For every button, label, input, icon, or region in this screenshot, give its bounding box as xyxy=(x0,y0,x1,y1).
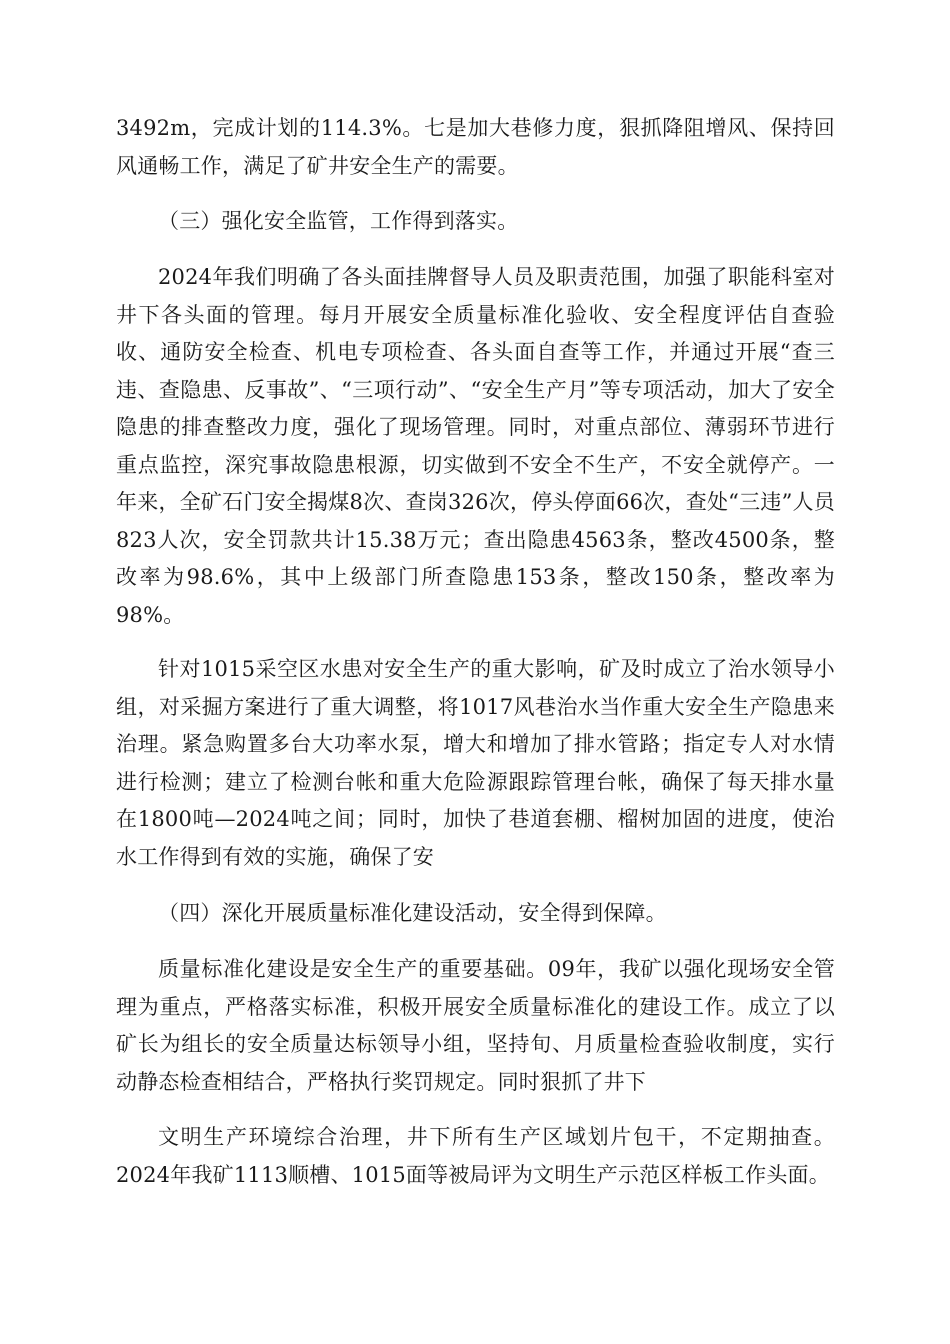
section-heading-4: （四）深化开展质量标准化建设活动，安全得到保障。 xyxy=(158,901,667,925)
body-paragraph-safety-supervision: 2024年我们明确了各头面挂牌督导人员及职责范围，加强了职能科室对井下各头面的管理。每月开展安全质量标准化验收、安全程度评估自查验收、通防安全检查、机电专项检查、各头面自查等工作，并通过开展“查三违、查隐患、反事故”、“三项行动”、“安全生产月”等专项活动，加大了安全隐患的排查整改力度，强化了现场管理。同时，对重点部位、薄弱环节进行重点监控，深究事故隐患根源，切实做到不安全不生产，不安全就停产。一年来，全矿石门安全揭煤8次、查岗326次，停头停面66次，查处“三违”人员823人次，安全罚款共计15.38万元；查出隐患4563条，整改4500条，整改率为98.6%，其中上级部门所查隐患153条，整改150条，整改率为98%。 xyxy=(116,265,835,627)
body-paragraph-continuation: 3492m，完成计划的114.3%。七是加大巷修力度，狠抓降阻增风、保持回风通畅工作，满足了矿井安全生产的需要。 xyxy=(116,116,835,178)
body-paragraph-water-control: 针对1015采空区水患对安全生产的重大影响，矿及时成立了治水领导小组，对采掘方案进行了重大调整，将1017风巷治水当作重大安全生产隐患来治理。紧急购置多台大功率水泵，增大和增加了排水管路；指定专人对水情进行检测；建立了检测台帐和重大危险源跟踪管理台帐，确保了每天排水量在1800吨—2024吨之间；同时，加快了巷道套棚、榴树加固的进度，使治水工作得到有效的实施，确保了安 xyxy=(116,657,835,869)
body-paragraph-civilized-production: 文明生产环境综合治理，井下所有生产区域划片包干，不定期抽查。2024年我矿1113顺槽、1015面等被局评为文明生产示范区样板工作头面。 xyxy=(116,1125,835,1187)
section-heading-3: （三）强化安全监管，工作得到落实。 xyxy=(158,209,519,233)
body-paragraph-quality-standard: 质量标准化建设是安全生产的重要基础。09年，我矿以强化现场安全管理为重点，严格落实标准，积极开展安全质量标准化的建设工作。成立了以矿长为组长的安全质量达标领导小组，坚持旬、月质量检查验收制度，实行动静态检查相结合，严格执行奖罚规定。同时狠抓了井下 xyxy=(116,957,835,1094)
